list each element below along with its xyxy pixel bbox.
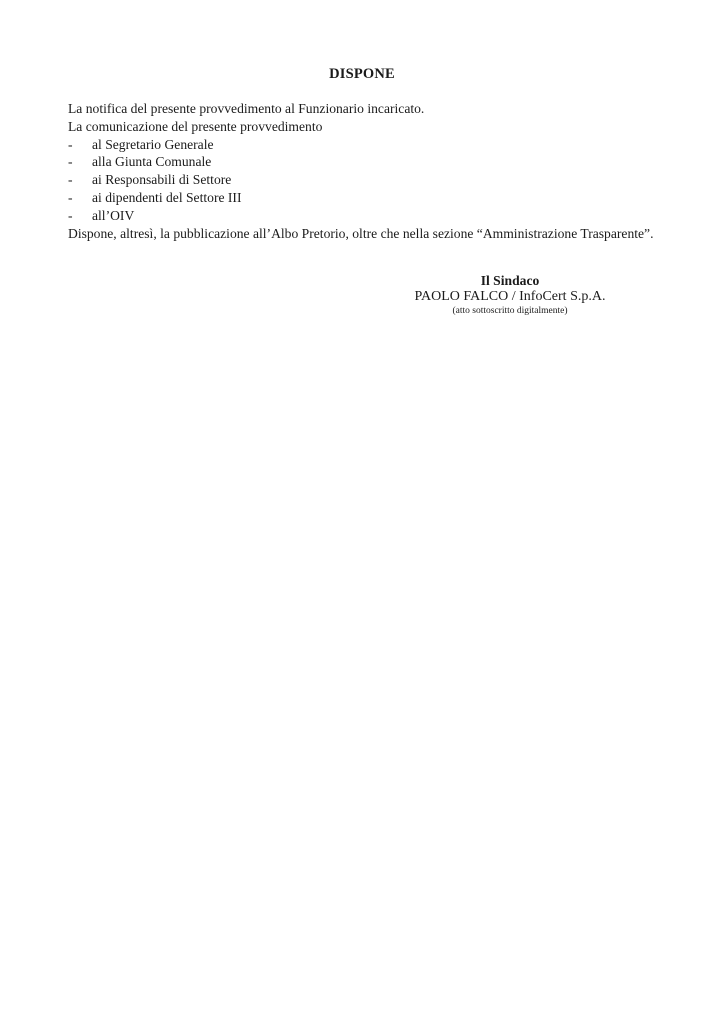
signature-name: PAOLO FALCO / InfoCert S.p.A. — [414, 288, 606, 304]
list-item — [68, 136, 656, 154]
list-item-label: alla Giunta Comunale — [92, 154, 212, 170]
closing-paragraph: Dispone, altresì, la pubblicazione all’Albo Pretorio, oltre che nella sezione “Amministrazione Trasparente”. — [68, 225, 654, 241]
signature-role: Il Sindaco — [480, 273, 540, 289]
list-item — [68, 207, 656, 225]
list-item-label: all’OIV — [92, 207, 135, 223]
intro-paragraph — [68, 100, 656, 136]
dash-bullet: - — [68, 154, 73, 170]
dash-bullet: - — [68, 189, 73, 205]
list-item-label: ai dipendenti del Settore III — [92, 189, 242, 205]
dash-bullet: - — [68, 172, 73, 188]
dash-bullet: - — [68, 136, 73, 152]
list-item — [68, 153, 656, 171]
intro-line-comunicazione: La comunicazione del presente provvedimento — [68, 118, 323, 134]
dash-bullet: - — [68, 207, 73, 223]
section-title: DISPONE — [329, 66, 395, 82]
list-item-label: al Segretario Generale — [92, 136, 214, 152]
intro-line-notifica: La notifica del presente provvedimento al Funzionario incaricato. — [68, 101, 425, 116]
list-item-label: ai Responsabili di Settore — [92, 172, 232, 188]
signature-block — [390, 273, 630, 317]
signature-digital-note: (atto sottoscritto digitalmente) — [452, 306, 568, 317]
list-item — [68, 189, 656, 207]
recipients-list — [68, 136, 656, 225]
document-content — [0, 65, 724, 317]
list-item — [68, 171, 656, 189]
